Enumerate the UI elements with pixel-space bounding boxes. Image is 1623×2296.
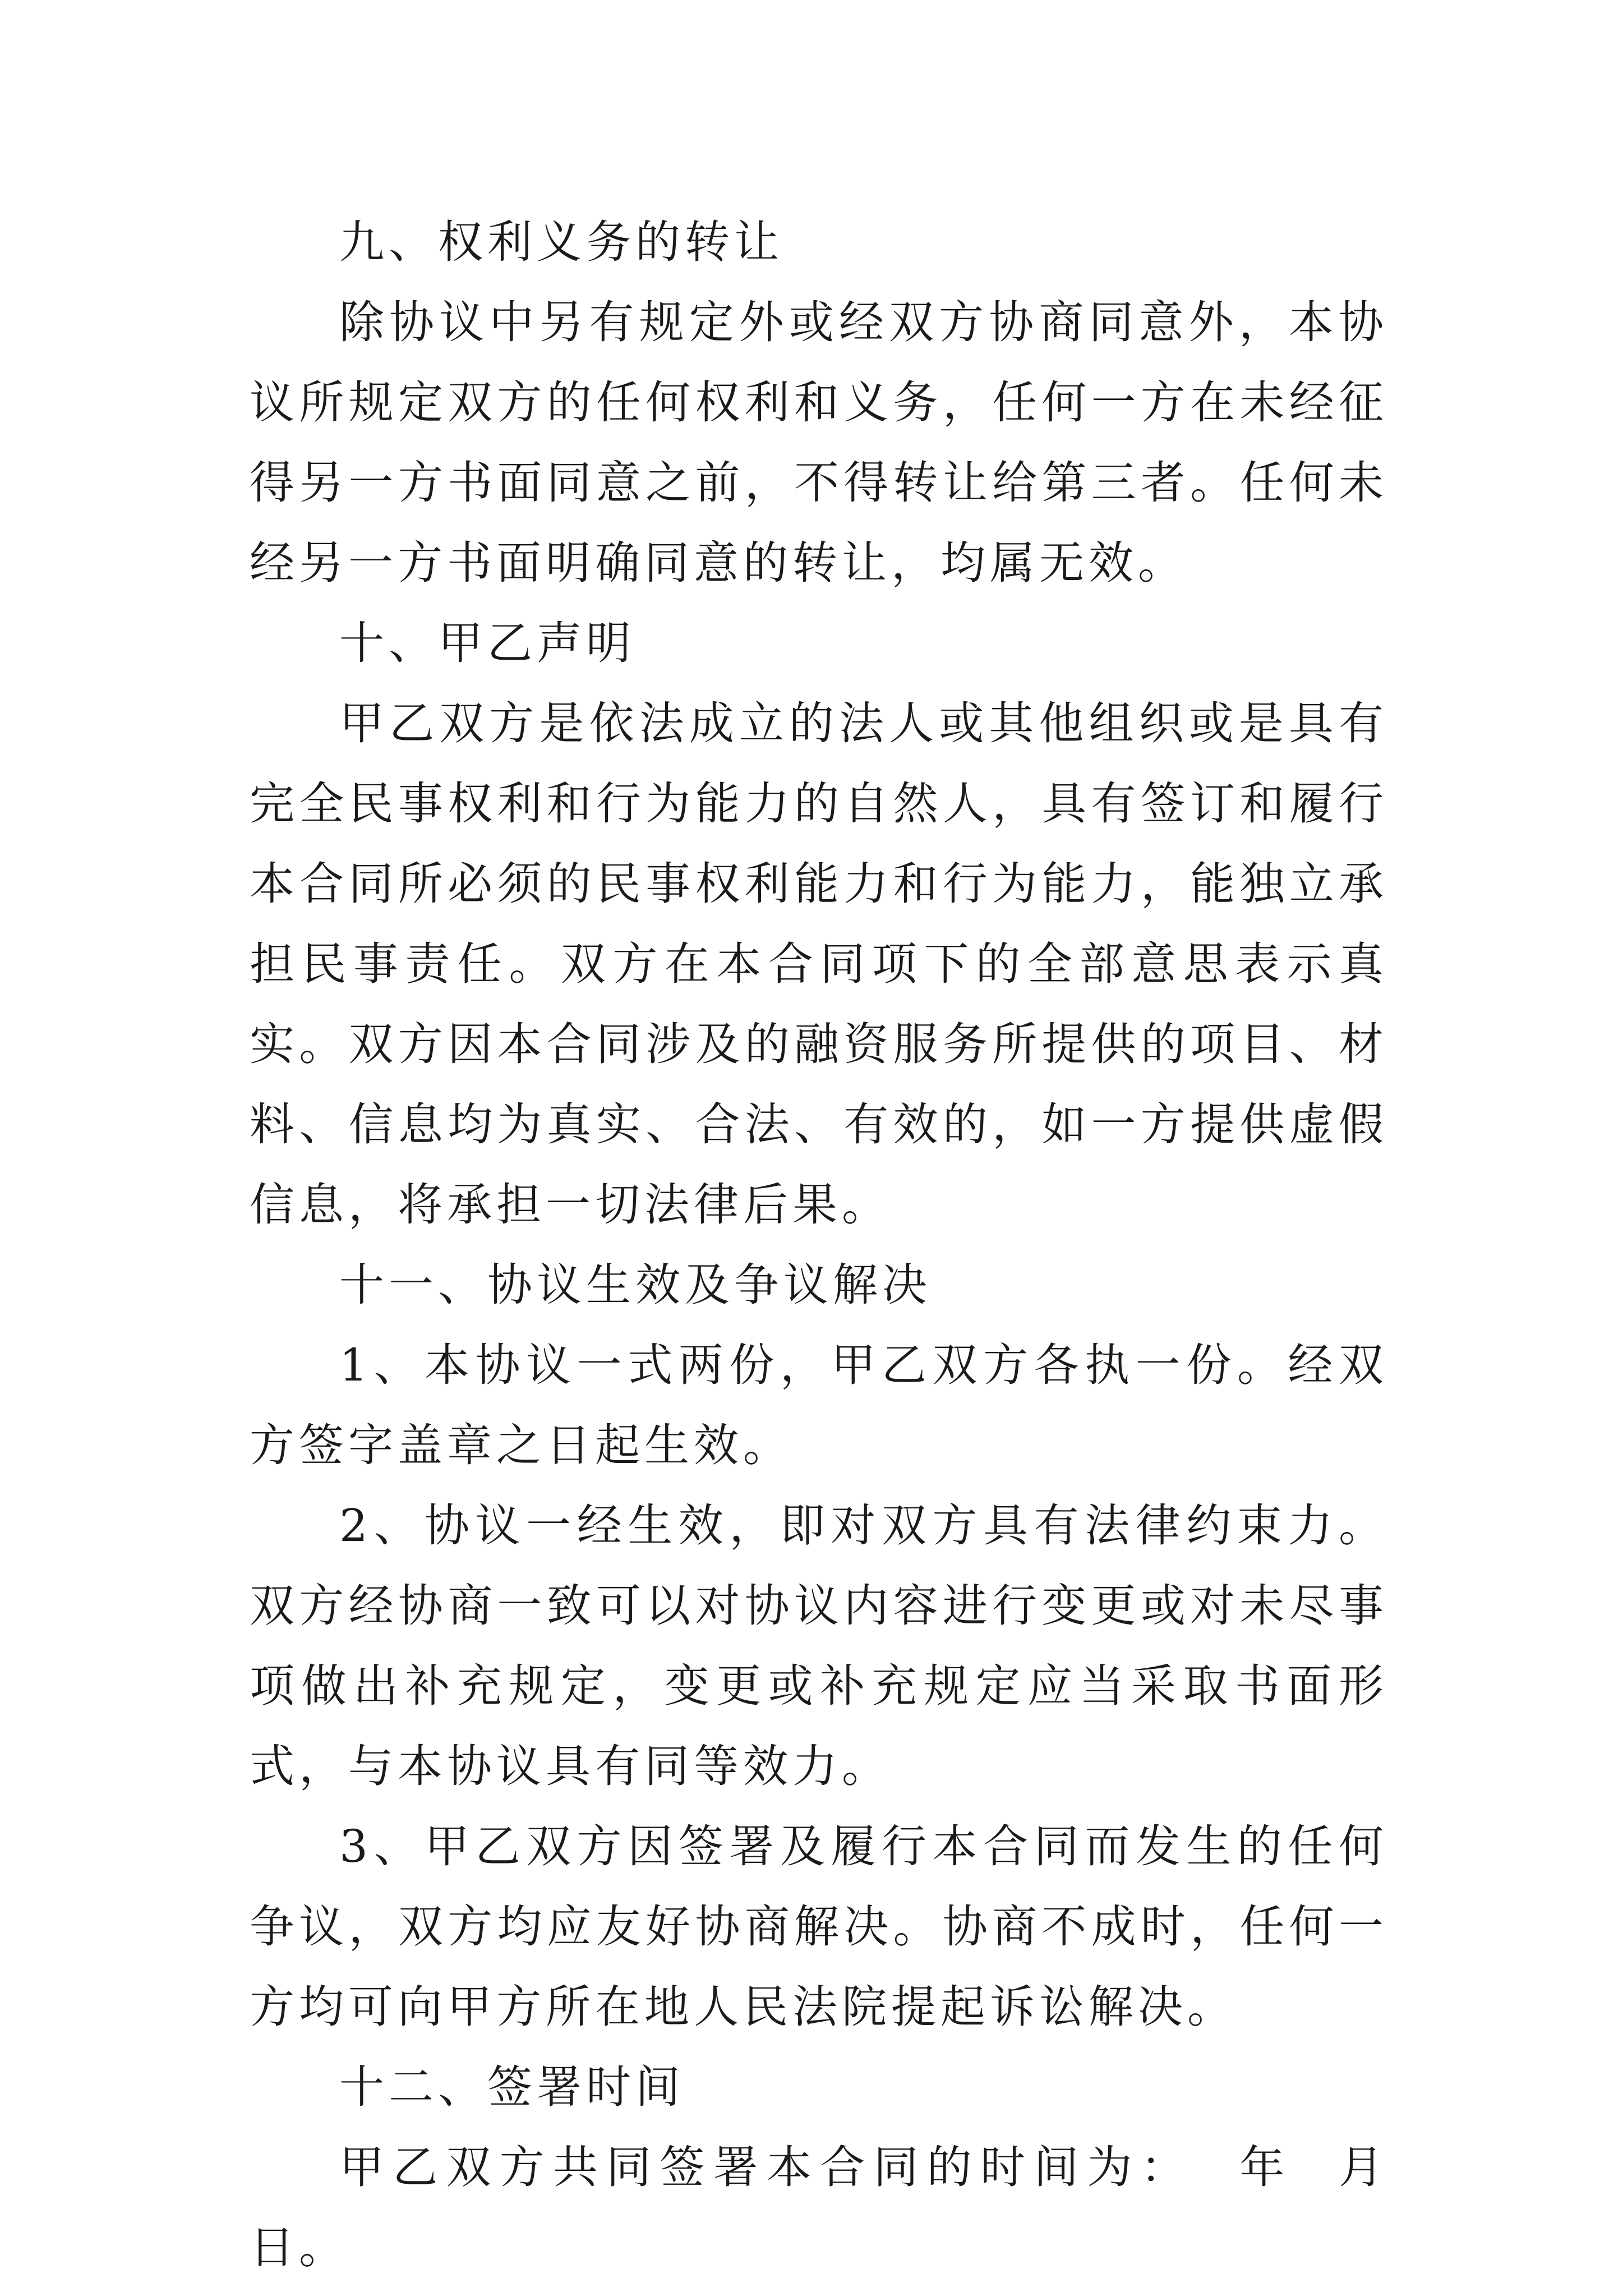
paragraph-declaration: 甲乙双方是依法成立的法人或其他组织或是具有完全民事权利和行为能力的自然人，具有签订和履行本合同所必须的民事权利能力和行为能力，能独立承担民事责任。双方在本合同项下的全部意思表示真实。双方因本合同涉及的融资服务所提供的项目、材料、信息均为真实、合法、有效的，如一方提供虚假信息，将承担一切法律后果。: [250, 697, 1388, 1231]
section-heading-declaration: 十、甲乙声明: [339, 617, 635, 669]
paragraph-effect-3: 3、甲乙双方因签署及履行本合同而发生的任何争议，双方均应友好协商解决。协商不成时，任何一方均可向甲方所在地人民法院提起诉讼解决。: [250, 1820, 1388, 2033]
paragraph-effect-1: 1、本协议一式两份，甲乙双方各执一份。经双方签字盖章之日起生效。: [250, 1339, 1388, 1471]
paragraph-transfer: 除协议中另有规定外或经双方协商同意外，本协议所规定双方的任何权利和义务，任何一方在未经征得另一方书面同意之前，不得转让给第三者。任何未经另一方书面明确同意的转让，均属无效。: [250, 296, 1388, 589]
section-heading-effect-dispute: 十一、协议生效及争议解决: [339, 1259, 932, 1311]
section-heading-signing-time: 十二、签署时间: [339, 2061, 685, 2113]
section-heading-transfer: 九、权利义务的转让: [339, 216, 783, 268]
paragraph-effect-2: 2、协议一经生效，即对双方具有法律约束力。双方经协商一致可以对协议内容进行变更或对未尽事项做出补充规定，变更或补充规定应当采取书面形式，与本协议具有同等效力。: [250, 1499, 1388, 1792]
paragraph-signing-time: 甲乙双方共同签署本合同的时间为： 年 月 日。: [250, 2141, 1426, 2274]
contract-body: [250, 202, 1426, 2288]
